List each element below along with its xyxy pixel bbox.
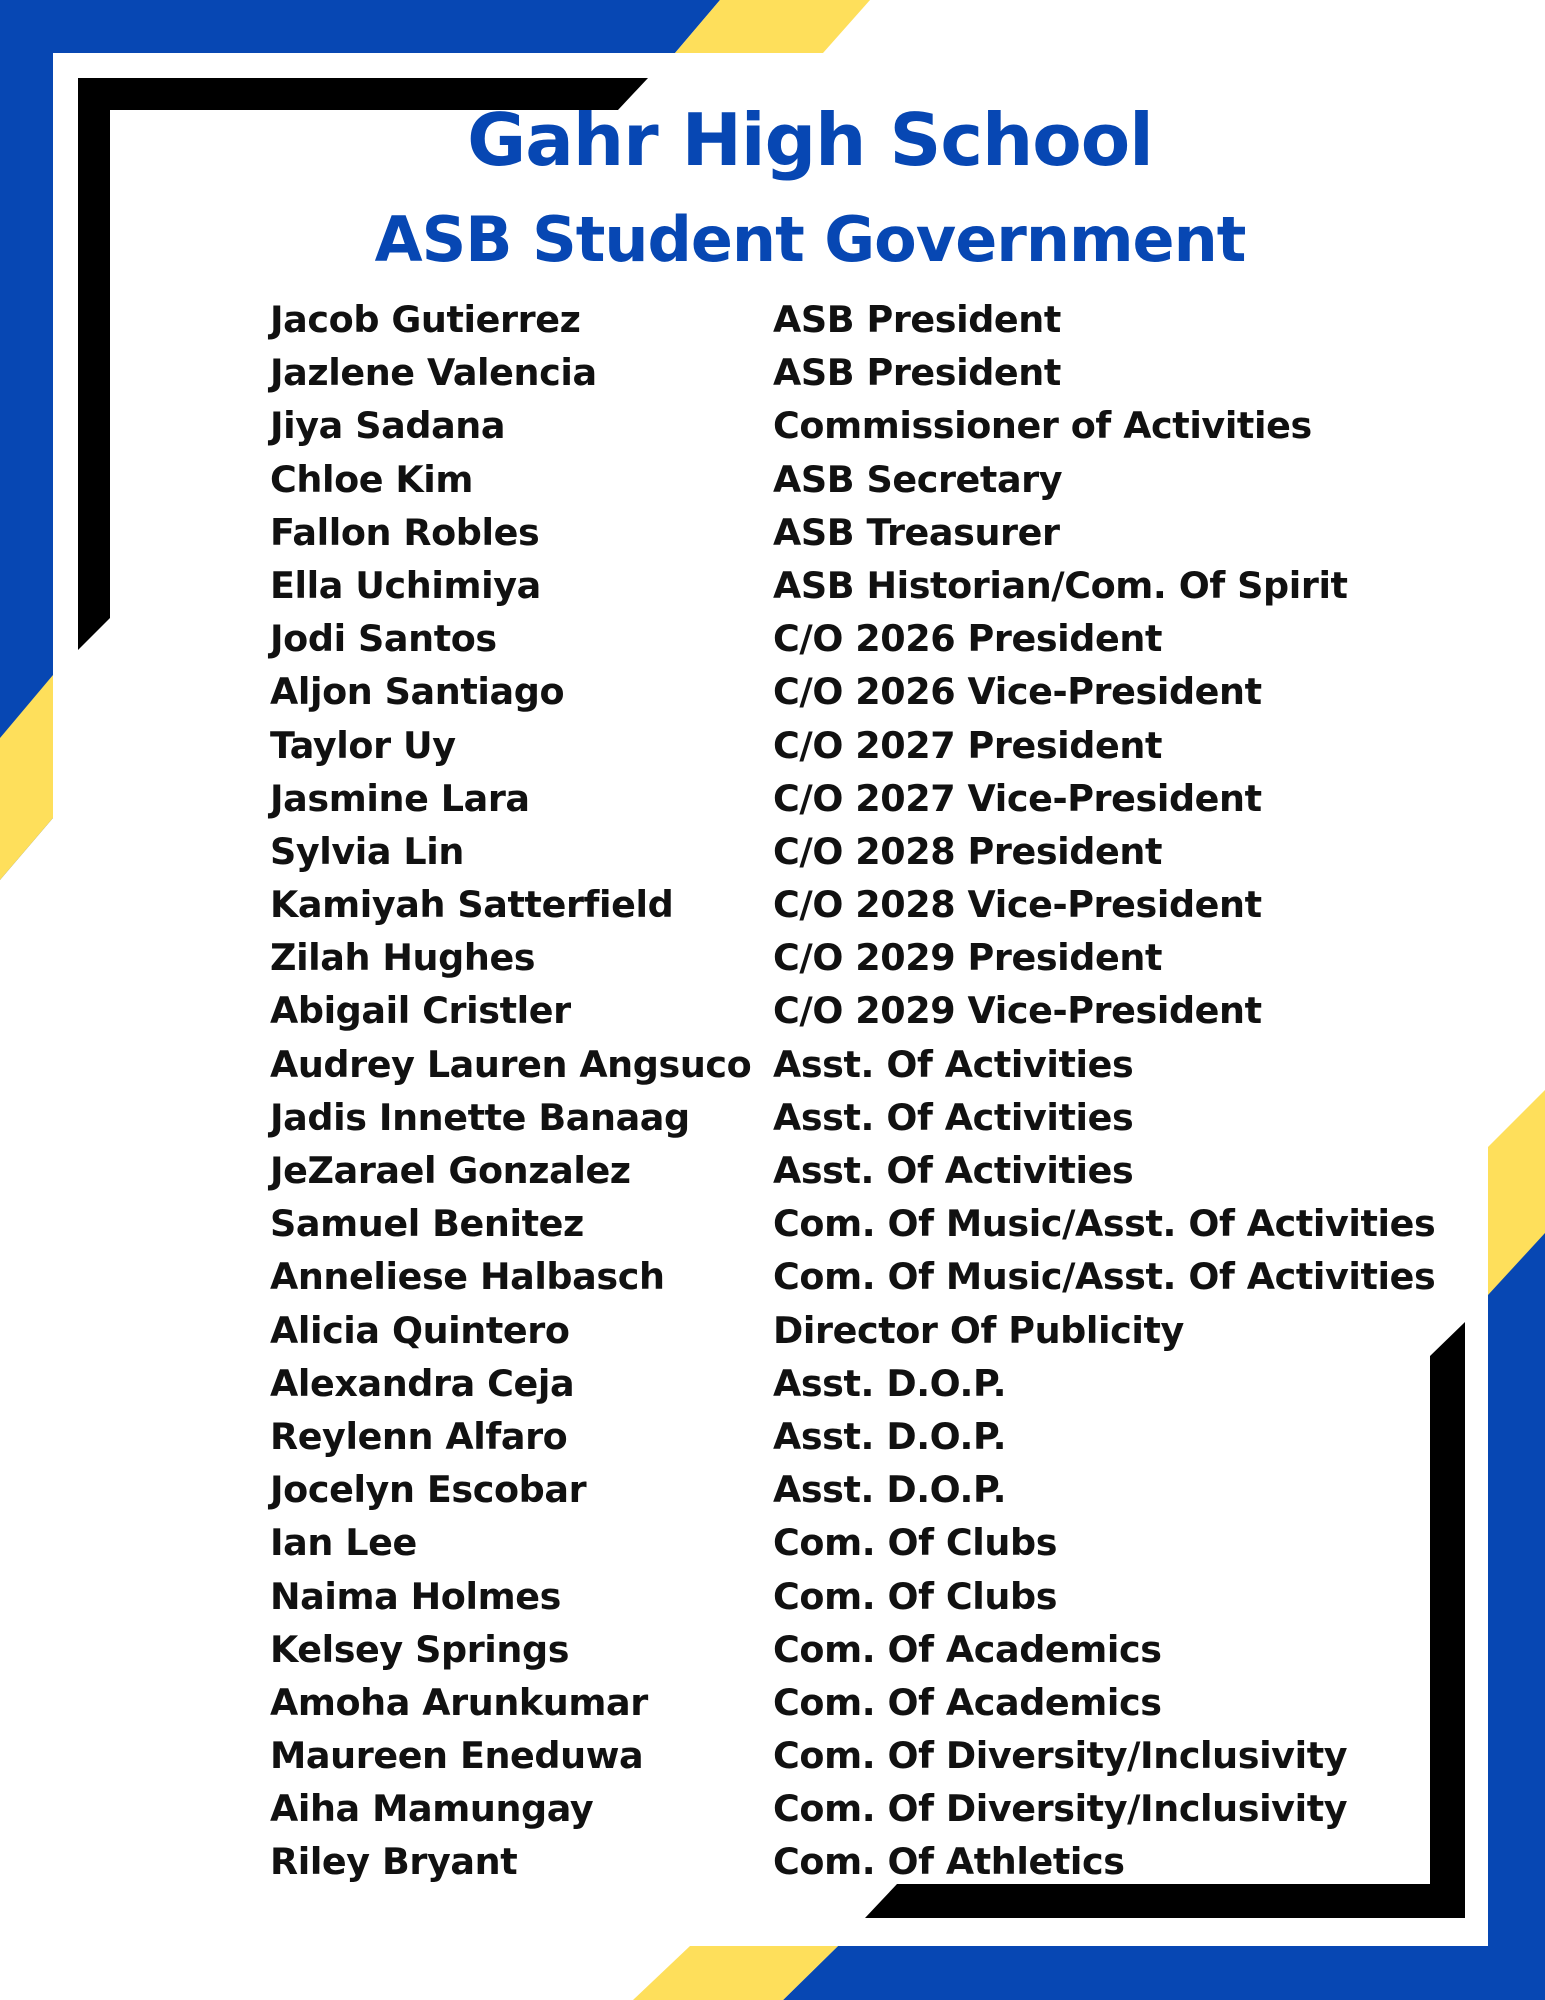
roster-row	[270, 1463, 1450, 1516]
roster-row	[270, 1144, 1450, 1197]
member-role: C/O 2026 President	[773, 617, 1163, 661]
school-name-heading: Gahr High School	[467, 98, 1153, 182]
member-name: Ian Lee	[270, 1521, 417, 1565]
member-role: C/O 2027 President	[773, 723, 1163, 767]
member-role: Asst. Of Activities	[773, 1149, 1134, 1192]
member-role: Com. Of Music/Asst. Of Activities	[773, 1255, 1436, 1299]
member-name: Alicia Quintero	[270, 1308, 570, 1352]
member-name: JeZarael Gonzalez	[270, 1149, 631, 1192]
roster-row	[270, 825, 1450, 878]
member-name: Aljon Santiago	[270, 670, 565, 714]
roster-row	[270, 1091, 1450, 1144]
member-name: Jiya Sadana	[270, 404, 506, 448]
roster-row	[270, 719, 1450, 772]
roster-row	[270, 506, 1450, 559]
member-role: Com. Of Music/Asst. Of Activities	[773, 1202, 1436, 1246]
organization-heading: ASB Student Government	[374, 203, 1246, 276]
roster-row	[270, 1516, 1450, 1569]
member-name: Audrey Lauren Angsuco	[270, 1042, 752, 1086]
member-role: C/O 2029 President	[773, 936, 1163, 980]
member-role: Com. Of Academics	[773, 1680, 1162, 1724]
member-role: ASB President	[773, 298, 1061, 341]
member-role: Commissioner of Activities	[773, 404, 1312, 448]
member-role: C/O 2028 Vice-President	[773, 883, 1262, 927]
member-role: ASB President	[773, 351, 1061, 395]
member-role: Asst. D.O.P.	[773, 1414, 1007, 1458]
roster-row	[270, 984, 1450, 1037]
member-role: Com. Of Academics	[773, 1627, 1162, 1671]
roster-row	[270, 399, 1450, 452]
member-name: Fallon Robles	[270, 510, 540, 554]
roster-row	[270, 453, 1450, 506]
member-name: Taylor Uy	[270, 723, 456, 767]
member-role: C/O 2027 Vice-President	[773, 776, 1262, 820]
roster-row	[270, 931, 1450, 984]
member-role: ASB Historian/Com. Of Spirit	[773, 563, 1348, 607]
member-name: Reylenn Alfaro	[270, 1414, 568, 1458]
member-name: Aiha Mamungay	[270, 1787, 594, 1831]
roster-row	[270, 772, 1450, 825]
roster-row	[270, 1197, 1450, 1250]
member-name: Anneliese Halbasch	[270, 1255, 665, 1299]
member-name: Maureen Eneduwa	[270, 1734, 644, 1778]
member-role: ASB Secretary	[773, 457, 1063, 501]
member-role: Com. Of Diversity/Inclusivity	[773, 1787, 1348, 1831]
roster-row	[270, 559, 1450, 612]
member-name: Naima Holmes	[270, 1574, 561, 1618]
member-name: Amoha Arunkumar	[270, 1680, 648, 1724]
roster-row	[270, 878, 1450, 931]
member-role: Asst. Of Activities	[773, 1042, 1134, 1086]
roster-row	[270, 612, 1450, 665]
member-name: Jazlene Valencia	[270, 351, 597, 395]
member-name: Riley Bryant	[270, 1840, 518, 1884]
member-name: Zilah Hughes	[270, 936, 536, 980]
member-role: C/O 2029 Vice-President	[773, 989, 1262, 1033]
member-name: Jasmine Lara	[270, 776, 530, 820]
member-role: Com. Of Clubs	[773, 1521, 1058, 1565]
member-role: C/O 2026 Vice-President	[773, 670, 1262, 714]
roster-row	[270, 293, 1450, 346]
roster-row	[270, 1676, 1450, 1729]
member-role: Com. Of Diversity/Inclusivity	[773, 1734, 1348, 1778]
officer-roster	[270, 293, 1450, 1889]
member-role: Asst. Of Activities	[773, 1095, 1134, 1139]
member-name: Samuel Benitez	[270, 1202, 584, 1246]
member-role: Director Of Publicity	[773, 1308, 1184, 1352]
roster-row	[270, 1038, 1450, 1091]
roster-row	[270, 1410, 1450, 1463]
member-name: Ella Uchimiya	[270, 563, 541, 607]
member-role: Asst. D.O.P.	[773, 1361, 1007, 1405]
member-name: Kamiyah Satterfield	[270, 883, 674, 927]
member-name: Jocelyn Escobar	[270, 1468, 587, 1512]
roster-row	[270, 1729, 1450, 1782]
member-name: Jodi Santos	[270, 617, 497, 661]
member-name: Jadis Innette Banaag	[270, 1095, 690, 1139]
roster-row	[270, 1250, 1450, 1303]
member-name: Jacob Gutierrez	[270, 298, 581, 341]
member-name: Kelsey Springs	[270, 1627, 570, 1671]
member-role: C/O 2028 President	[773, 829, 1163, 873]
member-role: Asst. D.O.P.	[773, 1468, 1007, 1512]
member-role: Com. Of Athletics	[773, 1840, 1125, 1884]
member-name: Abigail Cristler	[270, 989, 571, 1033]
roster-row	[270, 1304, 1450, 1357]
roster-row	[270, 665, 1450, 718]
member-name: Alexandra Ceja	[270, 1361, 575, 1405]
roster-row	[270, 1570, 1450, 1623]
roster-row	[270, 1357, 1450, 1410]
roster-row	[270, 1782, 1450, 1835]
member-name: Sylvia Lin	[270, 829, 464, 873]
member-name: Chloe Kim	[270, 457, 474, 501]
roster-row	[270, 1623, 1450, 1676]
roster-row	[270, 346, 1450, 399]
member-role: ASB Treasurer	[773, 510, 1060, 554]
member-role: Com. Of Clubs	[773, 1574, 1058, 1618]
roster-row	[270, 1835, 1450, 1888]
